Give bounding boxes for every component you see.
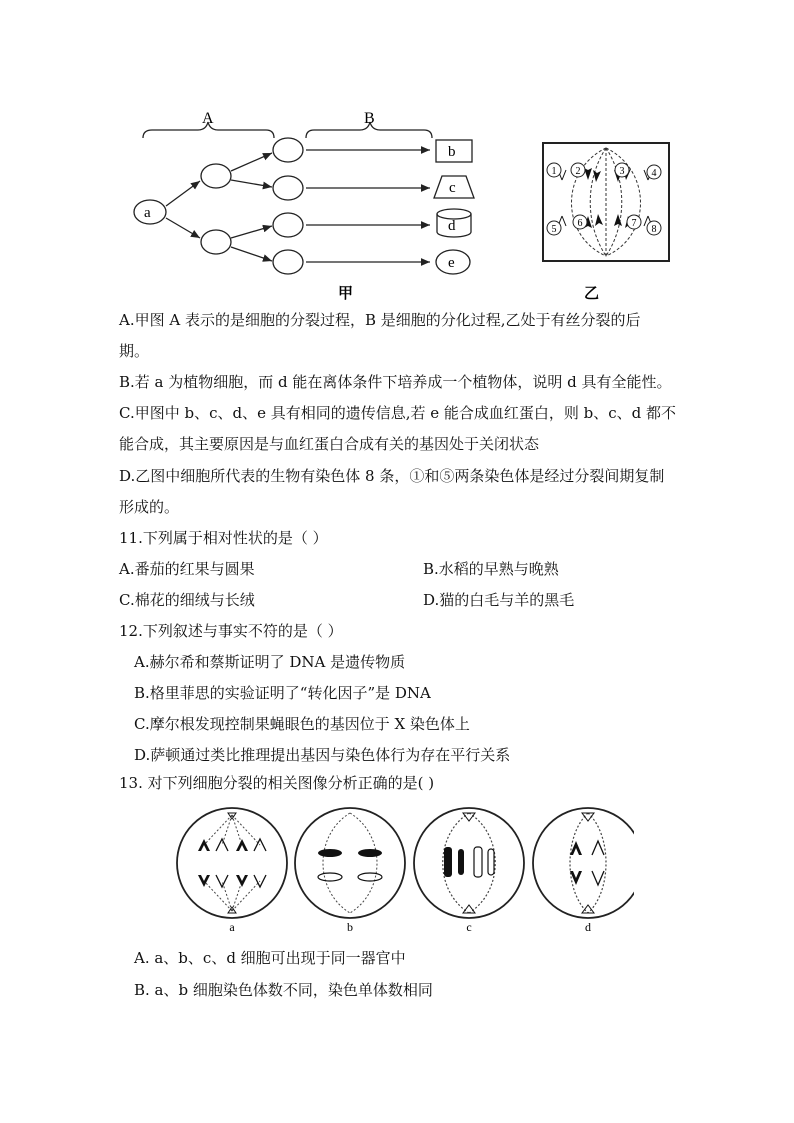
- brace-a-label: A: [202, 110, 214, 127]
- cell-c-chromosomes: [443, 813, 496, 913]
- chromosome-label-6: 6: [577, 218, 583, 229]
- chromosome-label-7: 7: [631, 218, 637, 229]
- q10-option-a-line2: 期。: [119, 342, 150, 360]
- cell-b-chromosomes: [318, 813, 382, 913]
- figure-yi-diagram: [540, 140, 674, 300]
- q10-option-d-line2: 形成的。: [119, 498, 180, 516]
- cell-e-label: e: [448, 255, 455, 271]
- q12-option-a: A.赫尔希和蔡斯证明了 DNA 是遗传物质: [134, 653, 406, 671]
- q12-option-d: D.萨顿通过类比推理提出基因与染色体行为存在平行关系: [134, 746, 511, 764]
- brace-b-label: B: [364, 110, 375, 127]
- chromosome-label-5: 5: [551, 224, 557, 235]
- q11-option-d: D.猫的白毛与羊的黑毛: [423, 591, 575, 609]
- q12-stem: 12.下列叙述与事实不符的是（ ）: [119, 622, 343, 640]
- q12-option-b: B.格里菲思的实验证明了“转化因子”是 DNA: [134, 684, 431, 702]
- cell-c-label: c: [449, 180, 456, 196]
- q12-option-c: C.摩尔根发现控制果蝇眼色的基因位于 X 染色体上: [134, 715, 470, 733]
- q11-option-b: B.水稻的早熟与晚熟: [423, 560, 559, 578]
- q13-figure-label-c: c: [466, 920, 472, 934]
- chromosome-label-4: 4: [651, 168, 657, 179]
- figure-jia-diagram: [128, 108, 488, 303]
- figure-jia-caption: 甲: [338, 286, 354, 302]
- chromosome-label-2: 2: [575, 166, 581, 177]
- q13-figure-label-b: b: [347, 920, 353, 934]
- q13-figure-label-d: d: [585, 920, 591, 934]
- cell-a-chromosomes: [198, 813, 266, 913]
- cell-d-chromosomes: [570, 813, 606, 913]
- q10-option-d-line1: D.乙图中细胞所代表的生物有染色体 8 条，①和⑤两条染色体是经过分裂间期复制: [119, 467, 665, 485]
- cell-d-label: d: [448, 218, 456, 234]
- q11-option-c: C.棉花的细绒与长绒: [119, 591, 255, 609]
- q13-figure-label-a: a: [229, 920, 235, 934]
- q13-option-b: B. a、b 细胞染色体数不同，染色单体数相同: [134, 981, 433, 999]
- q11-stem: 11.下列属于相对性状的是（ ）: [119, 529, 328, 547]
- q13-cell-division-figures: [174, 805, 634, 935]
- q10-option-c-line2: 能合成，其主要原因是与血红蛋白合成有关的基因处于关闭状态: [119, 435, 540, 453]
- chromosome-label-1: 1: [551, 166, 557, 177]
- chromosome-label-8: 8: [651, 224, 657, 235]
- cell-a-label: a: [144, 205, 151, 221]
- q10-option-c-line1: C.甲图中 b、c、d、e 具有相同的遗传信息,若 e 能合成血红蛋白，则 b、c、d 都不: [119, 404, 677, 422]
- cell-b-label: b: [448, 144, 456, 160]
- q10-option-a-line1: A.甲图 A 表示的是细胞的分裂过程，B 是细胞的分化过程,乙处于有丝分裂的后: [119, 311, 641, 329]
- figure-yi-caption: 乙: [584, 286, 600, 300]
- chromosome-label-3: 3: [619, 166, 625, 177]
- q10-option-b: B.若 a 为植物细胞，而 d 能在离体条件下培养成一个植物体，说明 d 具有全能性。: [119, 373, 672, 391]
- q11-option-a: A.番茄的红果与圆果: [119, 560, 255, 578]
- q13-option-a: A. a、b、c、d 细胞可出现于同一器官中: [134, 949, 406, 967]
- q13-stem: 13. 对下列细胞分裂的相关图像分析正确的是( ): [119, 774, 435, 792]
